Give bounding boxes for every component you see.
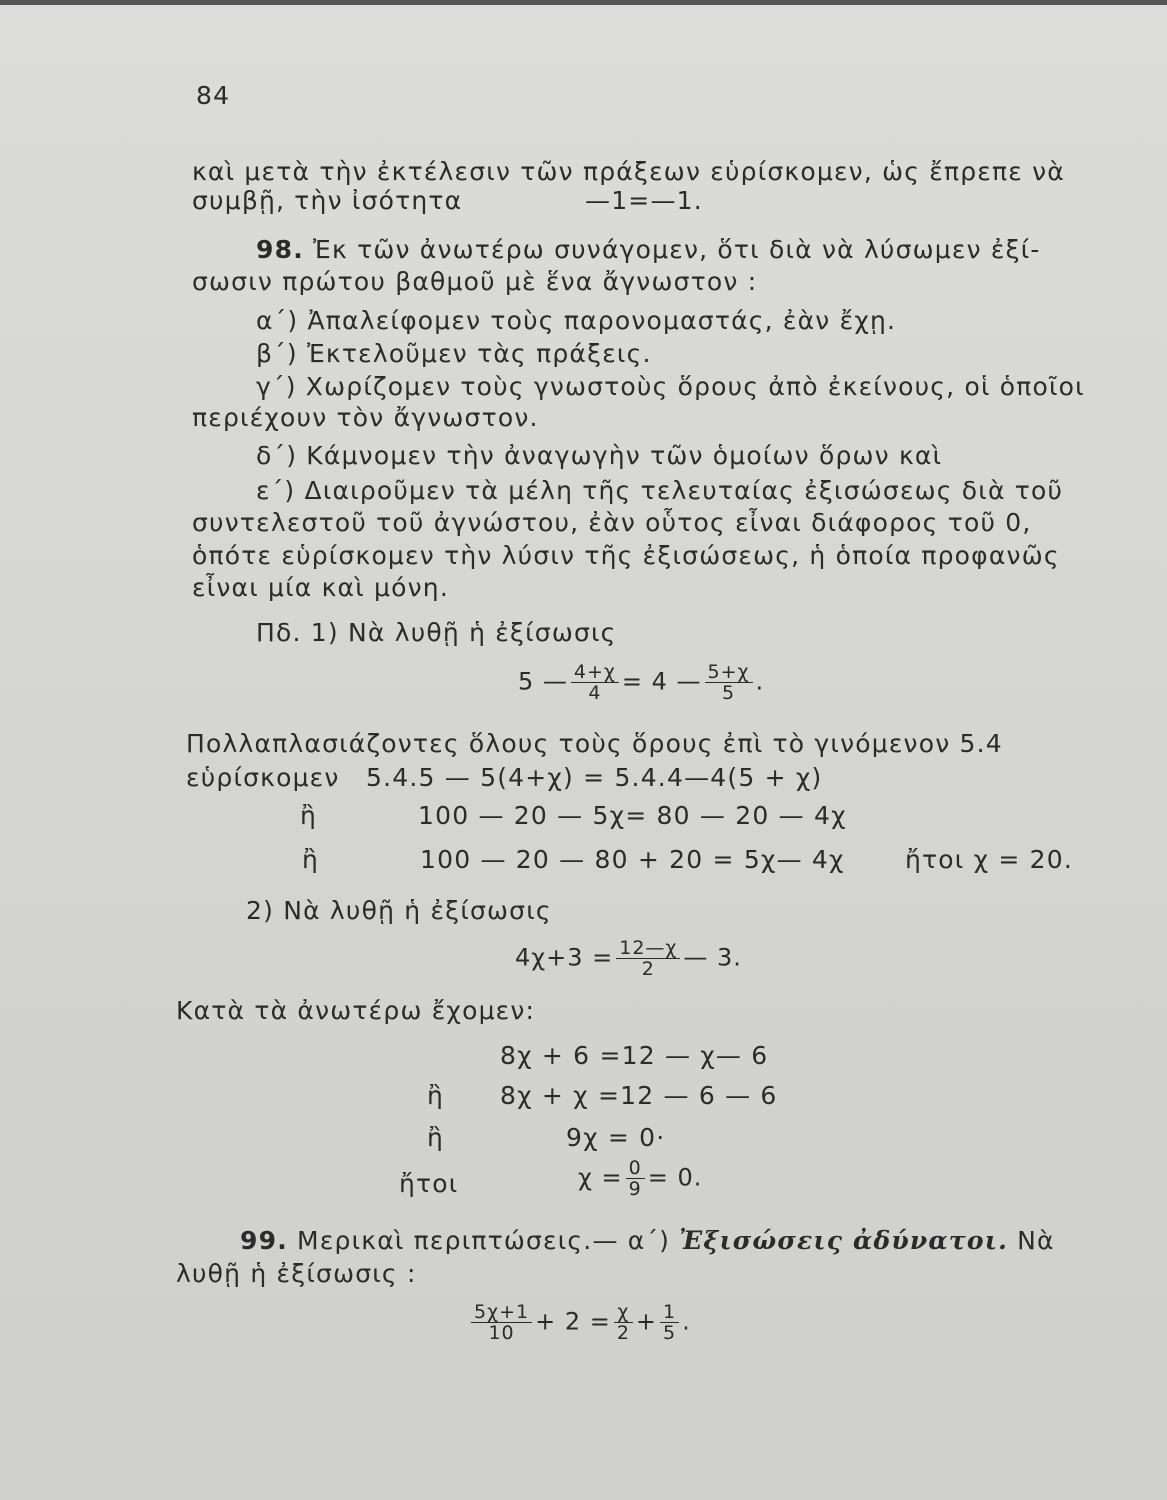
example-1-heading: Πδ. 1) Νὰ λυθῇ ἡ ἐξίσωσις bbox=[256, 618, 617, 647]
or-word: ἢ bbox=[302, 845, 320, 874]
fraction: $\frac{12—\chi}{2}$ bbox=[616, 938, 680, 979]
step-a: α΄) Ἀπαλείφομεν τοὺς παρονομαστάς, ἐὰν ἔχῃ. bbox=[256, 306, 897, 335]
text-line: συντελεστοῦ τοῦ ἀγνώστου, ἐὰν οὗτος εἶναι διάφορος τοῦ 0, bbox=[192, 508, 1032, 537]
equation-1: 5 — $\frac{4+\chi}{4}$ = 4 — $\frac{5+\chi}{5}$ . bbox=[518, 661, 765, 704]
page-number: 84 bbox=[196, 81, 231, 110]
section-number: 98. bbox=[256, 235, 304, 264]
text-line: εἶναι μία καὶ μόνη. bbox=[192, 573, 449, 602]
fraction: $\frac{4+\chi}{4}$ bbox=[571, 662, 619, 703]
or-word: ἢ bbox=[427, 1081, 445, 1110]
scan-edge bbox=[0, 0, 1167, 5]
text-line: εὑρίσκομεν bbox=[186, 763, 340, 792]
step-c: γ΄) Χωρίζομεν τοὺς γνωστοὺς ὅρους ἀπὸ ἐκείνους, οἱ ὁποῖοι bbox=[256, 372, 1085, 401]
text-line: λυθῇ ἡ ἐξίσωσις : bbox=[176, 1259, 417, 1288]
fraction: $\frac{0}{9}$ bbox=[626, 1158, 645, 1199]
section-99: 99. Μερικαὶ περιπτώσεις.— α΄) Ἐξισώσεις ἀδύνατοι. Νὰ bbox=[240, 1226, 1055, 1255]
fraction: $\frac{1}{5}$ bbox=[660, 1302, 679, 1343]
text-line: περιέχουν τὸν ἄγνωστον. bbox=[192, 403, 539, 432]
text-line: ὁπότε εὑρίσκομεν τὴν λύσιν τῆς ἐξισώσεως, ἡ ὁποία προφανῶς bbox=[192, 541, 1060, 570]
text-line: Πολλαπλασιάζοντες ὅλους τοὺς ὅρους ἐπὶ τὸ γινόμενον 5.4 bbox=[186, 729, 1003, 758]
or-word: ἢ bbox=[300, 801, 318, 830]
text-line: καὶ μετὰ τὴν ἐκτέλεσιν τῶν πράξεων εὑρίσκομεν, ὡς ἔπρεπε νὰ bbox=[192, 157, 1065, 186]
fraction: $\frac{5+\chi}{5}$ bbox=[705, 662, 753, 703]
equation-text: 8χ + χ =12 — 6 — 6 bbox=[500, 1081, 778, 1110]
section-98 bbox=[256, 234, 1041, 266]
equation-4: $\frac{5\chi+1}{10}$ + 2 = $\frac{\chi}{2}$ + $\frac{1}{5}$ . bbox=[468, 1302, 691, 1343]
text-line: Κατὰ τὰ ἀνωτέρω ἔχομεν: bbox=[176, 996, 536, 1025]
text-line: σωσιν πρώτου βαθμοῦ μὲ ἕνα ἄγνωστον : bbox=[192, 267, 758, 296]
step-d: δ΄) Κάμνομεν τὴν ἀναγωγὴν τῶν ὁμοίων ὅρων καὶ bbox=[256, 441, 943, 470]
or-word: ἢ bbox=[427, 1123, 445, 1152]
equation-text: ἤτοι χ = 20. bbox=[905, 845, 1074, 874]
equation-text: —1=—1. bbox=[585, 186, 703, 215]
therefore-word: ἤτοι bbox=[399, 1169, 459, 1198]
equation-text: 8χ + 6 =12 — χ— 6 bbox=[500, 1041, 769, 1070]
step-b: β΄) Ἐκτελοῦμεν τὰς πράξεις. bbox=[256, 339, 652, 368]
equation-text: 9χ = 0· bbox=[566, 1123, 666, 1152]
text-line: συμβῇ, τὴν ἰσότητα bbox=[192, 186, 463, 215]
section-title: Μερικαὶ περιπτώσεις. bbox=[297, 1226, 593, 1255]
fraction: $\frac{\chi}{2}$ bbox=[614, 1302, 633, 1343]
equation-text: 100 — 20 — 5χ= 80 — 20 — 4χ bbox=[418, 801, 847, 830]
step-e: ε΄) Διαιροῦμεν τὰ μέλη τῆς τελευταίας ἐξισώσεως διὰ τοῦ bbox=[256, 476, 1064, 505]
section-subtitle: Ἐξισώσεις ἀδύνατοι. bbox=[679, 1226, 1008, 1255]
equation-text: 5.4.5 — 5(4+χ) = 5.4.4—4(5 + χ) bbox=[366, 763, 823, 792]
fraction: $\frac{5\chi+1}{10}$ bbox=[471, 1302, 532, 1343]
equation-text: 100 — 20 — 80 + 20 = 5χ— 4χ bbox=[420, 845, 845, 874]
example-2-heading: 2) Νὰ λυθῇ ἡ ἐξίσωσις bbox=[246, 896, 552, 925]
text-line: Ἐκ τῶν ἀνωτέρω συνάγομεν, ὅτι διὰ νὰ λύσωμεν ἐξί- bbox=[313, 235, 1041, 264]
equation-2: 4χ+3 = $\frac{12—\chi}{2}$ — 3. bbox=[515, 937, 742, 980]
equation-3: χ = $\frac{0}{9}$ = 0. bbox=[578, 1157, 703, 1200]
section-number: 99. bbox=[240, 1226, 288, 1255]
